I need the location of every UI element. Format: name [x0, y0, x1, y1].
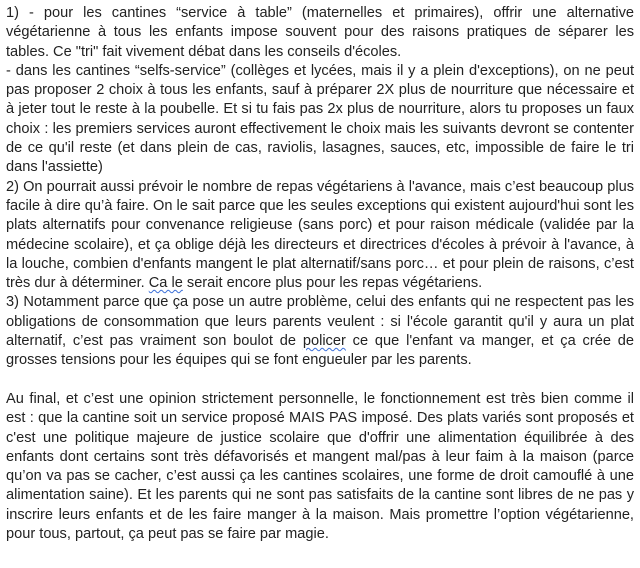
paragraph-1: 1) - pour les cantines “service à table” (maternelles et primaires), offrir une alternative végétarienne à tous les enfants impose souvent pour des raisons pratiques de séparer les tables. Ce "tri" fait vivement débat dans les conseils d'écoles.	[6, 5, 634, 60]
paragraph-3-text-end: serait encore plus pour les repas végétariens.	[182, 275, 483, 292]
spellcheck-flagged-word[interactable]: Ca le	[148, 275, 183, 292]
paragraph-4	[6, 293, 634, 370]
paragraph-3	[6, 178, 634, 294]
paragraph-spacer	[6, 371, 634, 390]
document-body	[6, 4, 634, 544]
paragraph-2: - dans les cantines “selfs-service” (collèges et lycées, mais il y a plein d'exceptions), on ne peut pas proposer 2 choix à tous les enfants, sauf à préparer 2X plus de nourriture que nécessaire et à jeter tout le reste à la poubelle. Et si tu fais pas 2x plus de nourriture, alors tu proposes un faux choix : les premiers services auront effectivement le choix mais les suivants devront se contenter de ce qu'il reste (et dans plein de cas, raviolis, lasagnes, sauces, etc, impossible de faire le tri dans l'assiette)	[6, 62, 634, 176]
paragraph-3-text-start: 2) On pourrait aussi prévoir le nombre de repas végétariens à l'avance, mais c’est beaucoup plus facile à dire qu’à faire. On le sait parce que les seules exceptions qui existent aujourd'hui sont les plats alternatifs pour convenance religieuse (sans porc) et pour raison médicale (validée par la médecine scolaire), et ça oblige déjà les directeurs et directrices d'écoles à prévoir à l'avance, à la louche, combien d'enfants mangent le plat alternatif/sans porc… et pour plein de raisons, c’est très dur à déterminer.	[6, 178, 634, 292]
paragraph-5: Au final, et c’est une opinion strictement personnelle, le fonctionnement est très bien comme il est : que la cantine soit un service proposé MAIS PAS imposé. Des plats variés sont proposés et c'est une politique majeure de justice scolaire que d'offrir une alimentation équilibrée à des enfants dont certains sont très défavorisés et mangent mal/pas à leur faim à la maison (parce qu’on va pas se cacher, c’est aussi ça les cantines scolaires, une forme de droit camouflé à une alimentation saine). Et les parents qui ne sont pas satisfaits de la cantine sont libres de ne pas y inscrire leurs enfants et de les faire manger à la maison. Mais promettre l’option végétarienne, pour tous, partout, ça peut pas se faire par magie.	[6, 390, 634, 543]
paragraph-4-text-end: ce que l'enfant va manger, et ça crée de grosses tensions pour les équipes qui se font engueuler par les parents.	[6, 333, 634, 369]
spellcheck-flagged-word[interactable]: policer	[302, 333, 346, 350]
paragraph-4-text-start: 3) Notamment parce que ça pose un autre problème, celui des enfants qui ne respectent pas les obligations de consommation que leurs parents veulent : si l'école garantit qu'il y aura un plat alternatif, c’est pas vraiment son boulot de	[6, 294, 634, 350]
